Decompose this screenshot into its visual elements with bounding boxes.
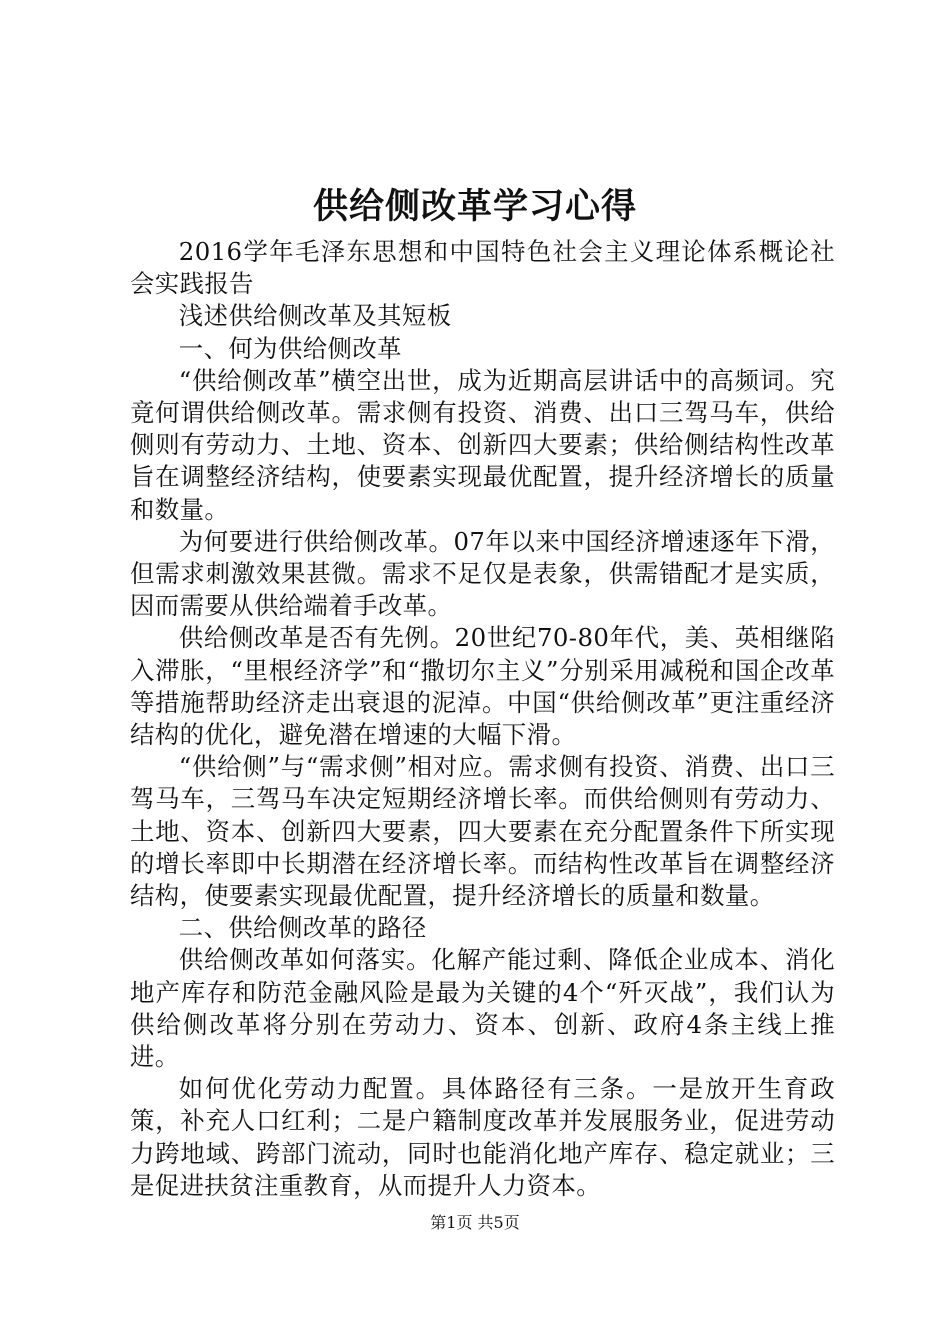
paragraph: 供给侧改革是否有先例。20世纪70-80年代，美、英相继陷入滞胀，“里根经济学”和“撒切尔主义”分别采用减税和国企改革等措施帮助经济走出衰退的泥淖。中国“供给侧改革”更注重经济结构的优化，避免潜在增速的大幅下滑。 [130, 623, 835, 750]
section-heading: 二、供给侧改革的路径 [178, 913, 427, 943]
paragraph: “供给侧”与“需求侧”相对应。需求侧有投资、消费、出口三驾马车，三驾马车决定短期经济增长率。而供给侧则有劳动力、土地、资本、创新四大要素，四大要素在充分配置条件下所实现的增长率即中长期潜在经济增长率。而结构性改革旨在调整经济结构，使要素实现最优配置，提升经济增长的质量和数量。 [130, 752, 835, 911]
paragraph: 供给侧改革如何落实。化解产能过剩、降低企业成本、消化地产库存和防范金融风险是最为关键的4个“歼灭战”，我们认为供给侧改革将分别在劳动力、资本、创新、政府4条主线上推进。 [130, 945, 835, 1072]
paragraph: 为何要进行供给侧改革。07年以来中国经济增速逐年下滑，但需求刺激效果甚微。需求不足仅是表象，供需错配才是实质，因而需要从供给端着手改革。 [130, 526, 835, 621]
paragraph: 浅述供给侧改革及其短板 [178, 301, 452, 331]
document-body [130, 236, 835, 1202]
paragraph: 如何优化劳动力配置。具体路径有三条。一是放开生育政策，补充人口红利；二是户籍制度改革并发展服务业，促进劳动力跨地域、跨部门流动，同时也能消化地产库存、稳定就业；三是促进扶贫注重教育，从而提升人力资本。 [130, 1074, 835, 1200]
paragraph: “供给侧改革”横空出世，成为近期高层讲话中的高频词。究竟何谓供给侧改革。需求侧有投资、消费、出口三驾马车，供给侧则有劳动力、土地、资本、创新四大要素；供给侧结构性改革旨在调整经济结构，使要素实现最优配置，提升经济增长的质量和数量。 [130, 365, 835, 524]
page-footer: 第1页 共5页 [430, 1213, 520, 1232]
document-title: 供给侧改革学习心得 [312, 186, 637, 227]
paragraph: 2016学年毛泽东思想和中国特色社会主义理论体系概论社会实践报告 [130, 237, 835, 299]
section-heading: 一、何为供给侧改革 [178, 333, 402, 363]
